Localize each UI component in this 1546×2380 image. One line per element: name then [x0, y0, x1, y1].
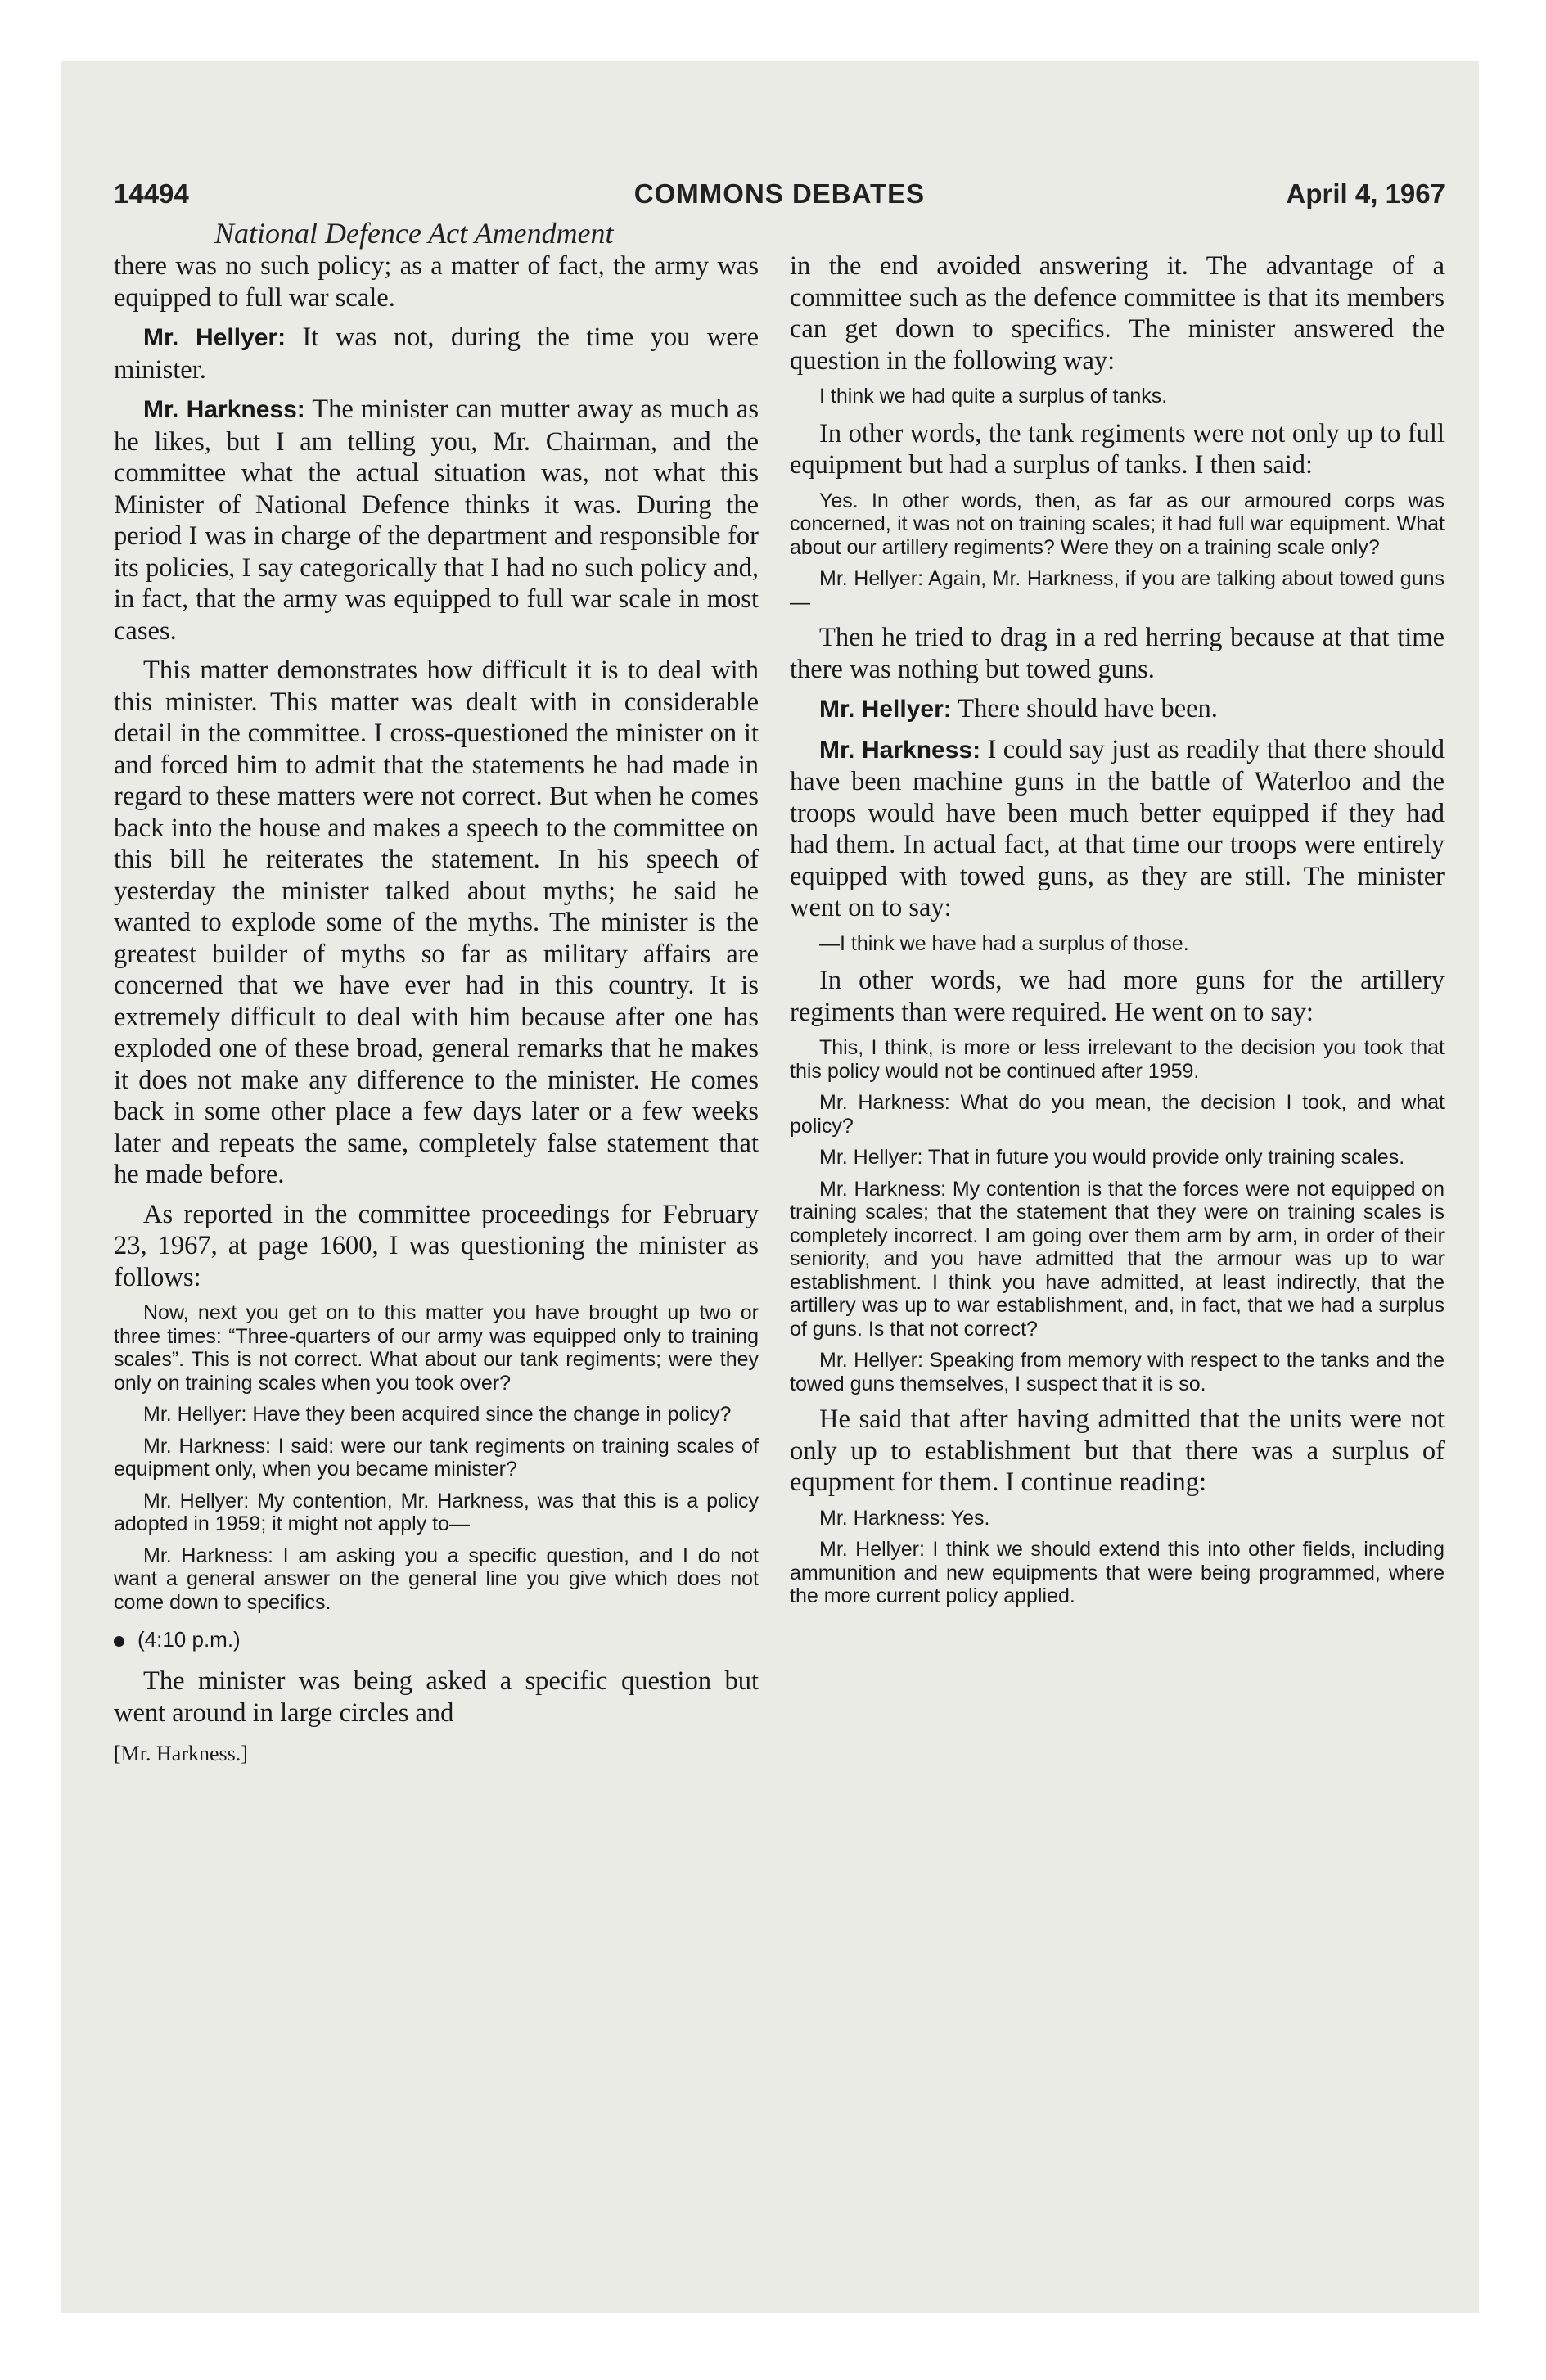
paragraph-text: Then he tried to drag in a red herring because at that time there was nothing but towed guns. [790, 623, 1445, 684]
quoted-transcript: Mr. Hellyer: Speaking from memory with respect to the tanks and the towed guns themselves, I suspect that it is so. [790, 1349, 1445, 1395]
time-text: (4:10 p.m.) [137, 1627, 241, 1652]
paragraph-text: He said that after having admitted that the units were not only up to establishment but that there was a surplus of equpment for them. I continue reading: [790, 1404, 1445, 1497]
page-date: April 4, 1967 [1286, 178, 1445, 209]
paragraph-text: In other words, the tank regiments were not only up to full equipment but had a surplus of tanks. I then said: [790, 418, 1445, 480]
quoted-transcript: Mr. Harkness: I said: were our tank regiments on training scales of equipment only, when you became minister? [114, 1434, 759, 1481]
paragraph-text: in the end avoided answering it. The advantage of a committee such as the defence committee is that its members can get down to specifics. The minister answered the question in the following way: [790, 251, 1445, 376]
quoted-transcript: Now, next you get on to this matter you have brought up two or three times: “Three-quarters of our army was equipped only to training scales”. This is not correct. What about our tank regiments; were they only on training scales when you took over? [114, 1301, 759, 1395]
time-marker [114, 1627, 759, 1652]
paragraph-text: The minister was being asked a specific question but went around in large circles and [114, 1666, 759, 1728]
speaker-name: Mr. Harkness: [819, 736, 981, 764]
publication-title: COMMONS DEBATES [633, 178, 926, 209]
paragraph [114, 1666, 759, 1729]
paragraph [790, 622, 1445, 685]
quoted-transcript: Mr. Hellyer: That in future you would provide only training scales. [819, 1146, 1405, 1169]
speaker-name: Mr. Hellyer: [819, 696, 952, 723]
paragraph [114, 655, 759, 1191]
paragraph-text: This matter demonstrates how difficult it is to deal with this minister. This matter was dealt with in considerable detail in the committee. I cross-questioned the minister on it and forced him to admit that the statements he had made in regard to these matters were not correct. But when he comes back into the house and makes a speech to the committee on this bill he reiterates the statement. In his speech of yesterday the minister talked about myths; he said he wanted to explode some of the myths. The minister is the greatest builder of myths so far as military affairs are concerned that we have ever had in this country. It is extremely difficult to deal with him because after one has exploded one of these broad, general remarks that he makes it does not make any difference to the minister. He comes back in some other place a few days later or a few weeks later and repeats the same, completely false statement that he made before. [114, 656, 759, 1189]
paragraph-text: It was not, during the time you were minister. [114, 322, 759, 385]
speaker-footnote: [Mr. Harkness.] [114, 1742, 248, 1765]
paragraph [114, 1199, 759, 1294]
right-column [790, 250, 1445, 1616]
page-header [114, 178, 1445, 214]
quoted-transcript: I think we had quite a surplus of tanks. [819, 385, 1168, 408]
quoted-transcript: Mr. Harkness: Yes. [819, 1506, 990, 1530]
paragraph [790, 693, 1445, 726]
paragraph [790, 418, 1445, 481]
quoted-transcript: Mr. Harkness: I am asking you a specific question, and I do not want a general answer on the general line you give which does not come down to specifics. [114, 1544, 759, 1614]
paragraph-text: I could say just as readily that there should have been machine guns in the battle of Waterloo and the troops would have been much better equipped if they had had them. In actual fact, at that time our troops were entirely equipped with towed guns, as they are still. The minister went on to say: [790, 734, 1445, 922]
bullet-icon [114, 1636, 124, 1647]
speaker-name: Mr. Harkness: [143, 396, 305, 423]
left-column [114, 250, 759, 1778]
paragraph-text: there was no such policy; as a matter of fact, the army was equipped to full war scale. [114, 251, 759, 313]
paragraph-text: There should have been. [951, 694, 1218, 723]
paragraph [114, 322, 759, 385]
quoted-transcript: —I think we have had a surplus of those. [819, 931, 1189, 955]
speaker-name: Mr. Hellyer: [143, 324, 286, 351]
quoted-transcript: Mr. Hellyer: Again, Mr. Harkness, if you are talking about towed guns— [790, 567, 1445, 614]
paragraph [790, 1404, 1445, 1499]
paragraph [790, 965, 1445, 1028]
paragraph [790, 734, 1445, 924]
section-subtitle: National Defence Act Amendment [214, 217, 614, 250]
paragraph-text: As reported in the committee proceedings for February 23, 1967, at page 1600, I was questioning the minister as follows: [114, 1199, 759, 1292]
quoted-transcript: Mr. Harkness: What do you mean, the decision I took, and what policy? [790, 1091, 1445, 1138]
page-number: 14494 [114, 178, 189, 209]
quoted-transcript: Mr. Harkness: My contention is that the forces were not equipped on training scales; that the statement that they were on training scales is completely incorrect. I am going over them arm by arm, in order of their seniority, and you have admitted that the armour was up to war establishment. I think you have admitted, at least indirectly, that the artillery was up to war establishment, and, in fact, that we had a surplus of guns. Is that not correct? [790, 1177, 1445, 1341]
paragraph [114, 394, 759, 647]
quoted-transcript: Mr. Hellyer: My contention, Mr. Harkness, was that this is a policy adopted in 1959; it might not apply to— [114, 1489, 759, 1535]
quoted-transcript: Mr. Hellyer: Have they been acquired since the change in policy? [143, 1403, 732, 1426]
quoted-transcript: Yes. In other words, then, as far as our armoured corps was concerned, it was not on training scales; it had full war equipment. What about our artillery regiments? Were they on a training scale only? [790, 489, 1445, 559]
paragraph-text: In other words, we had more guns for the artillery regiments than were required. He went on to say: [790, 966, 1445, 1027]
quoted-transcript: This, I think, is more or less irrelevant to the decision you took that this policy would not be continued after 1959. [790, 1036, 1445, 1083]
paragraph [790, 250, 1445, 376]
paragraph [114, 250, 759, 313]
quoted-transcript: Mr. Hellyer: I think we should extend this into other fields, including ammunition and new equipments that were being programmed, where the more current policy applied. [790, 1538, 1445, 1607]
paragraph-text: The minister can mutter away as much as he likes, but I am telling you, Mr. Chairman, and the committee what the actual situation was, not what this Minister of National Defence thinks it was. During the period I was in charge of the department and responsible for its policies, I say categorically that I had no such policy and, in fact, that the army was equipped to full war scale in most cases. [114, 394, 759, 646]
